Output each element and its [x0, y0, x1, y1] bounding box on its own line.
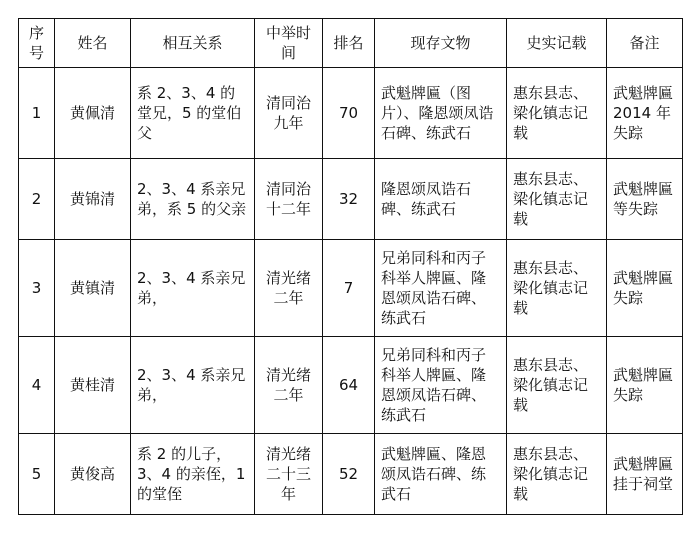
cell-note: 武魁牌匾等失踪	[607, 159, 683, 240]
juren-table	[18, 18, 683, 515]
header-rank: 排名	[323, 19, 375, 68]
record-sheet	[18, 18, 682, 515]
cell-rank: 32	[323, 159, 375, 240]
table-row	[19, 159, 683, 240]
cell-relation: 系 2、3、4 的堂兄，5 的堂伯父	[131, 68, 255, 159]
cell-rank: 7	[323, 240, 375, 337]
header-note: 备注	[607, 19, 683, 68]
cell-records: 惠东县志、梁化镇志记载	[507, 337, 607, 434]
cell-relics: 武魁牌匾（图片）、隆恩颂凤诰石碑、练武石	[375, 68, 507, 159]
cell-relics: 兄弟同科和丙子科举人牌匾、隆恩颂凤诰石碑、练武石	[375, 240, 507, 337]
cell-index: 2	[19, 159, 55, 240]
cell-time: 清同治十二年	[255, 159, 323, 240]
cell-records: 惠东县志、梁化镇志记载	[507, 68, 607, 159]
cell-index: 1	[19, 68, 55, 159]
cell-rank: 52	[323, 434, 375, 515]
cell-index: 5	[19, 434, 55, 515]
cell-time: 清光绪二年	[255, 240, 323, 337]
cell-records: 惠东县志、梁化镇志记载	[507, 434, 607, 515]
table-row	[19, 240, 683, 337]
cell-name: 黄佩清	[55, 68, 131, 159]
cell-relation: 2、3、4 系亲兄弟，	[131, 240, 255, 337]
table-row	[19, 337, 683, 434]
cell-note: 武魁牌匾失踪	[607, 337, 683, 434]
header-row	[19, 19, 683, 68]
cell-relation: 2、3、4 系亲兄弟，	[131, 337, 255, 434]
cell-rank: 64	[323, 337, 375, 434]
header-relics: 现存文物	[375, 19, 507, 68]
cell-time: 清光绪二十三年	[255, 434, 323, 515]
cell-name: 黄锦清	[55, 159, 131, 240]
cell-relics: 隆恩颂凤诰石碑、练武石	[375, 159, 507, 240]
table-row	[19, 434, 683, 515]
header-index: 序号	[19, 19, 55, 68]
cell-relics: 武魁牌匾、隆恩颂凤诰石碑、练武石	[375, 434, 507, 515]
cell-note: 武魁牌匾失踪	[607, 240, 683, 337]
cell-index: 3	[19, 240, 55, 337]
cell-relics: 兄弟同科和丙子科举人牌匾、隆恩颂凤诰石碑、练武石	[375, 337, 507, 434]
cell-name: 黄镇清	[55, 240, 131, 337]
cell-records: 惠东县志、梁化镇志记载	[507, 240, 607, 337]
header-records: 史实记载	[507, 19, 607, 68]
cell-name: 黄桂清	[55, 337, 131, 434]
cell-note: 武魁牌匾 2014 年失踪	[607, 68, 683, 159]
cell-note: 武魁牌匾挂于祠堂	[607, 434, 683, 515]
cell-relation: 系 2 的儿子，3、4 的亲侄，1 的堂侄	[131, 434, 255, 515]
cell-time: 清同治九年	[255, 68, 323, 159]
cell-relation: 2、3、4 系亲兄弟，系 5 的父亲	[131, 159, 255, 240]
cell-rank: 70	[323, 68, 375, 159]
table-row	[19, 68, 683, 159]
cell-index: 4	[19, 337, 55, 434]
cell-name: 黄俊高	[55, 434, 131, 515]
header-time: 中举时间	[255, 19, 323, 68]
cell-time: 清光绪二年	[255, 337, 323, 434]
cell-records: 惠东县志、梁化镇志记载	[507, 159, 607, 240]
header-name: 姓名	[55, 19, 131, 68]
header-relation: 相互关系	[131, 19, 255, 68]
